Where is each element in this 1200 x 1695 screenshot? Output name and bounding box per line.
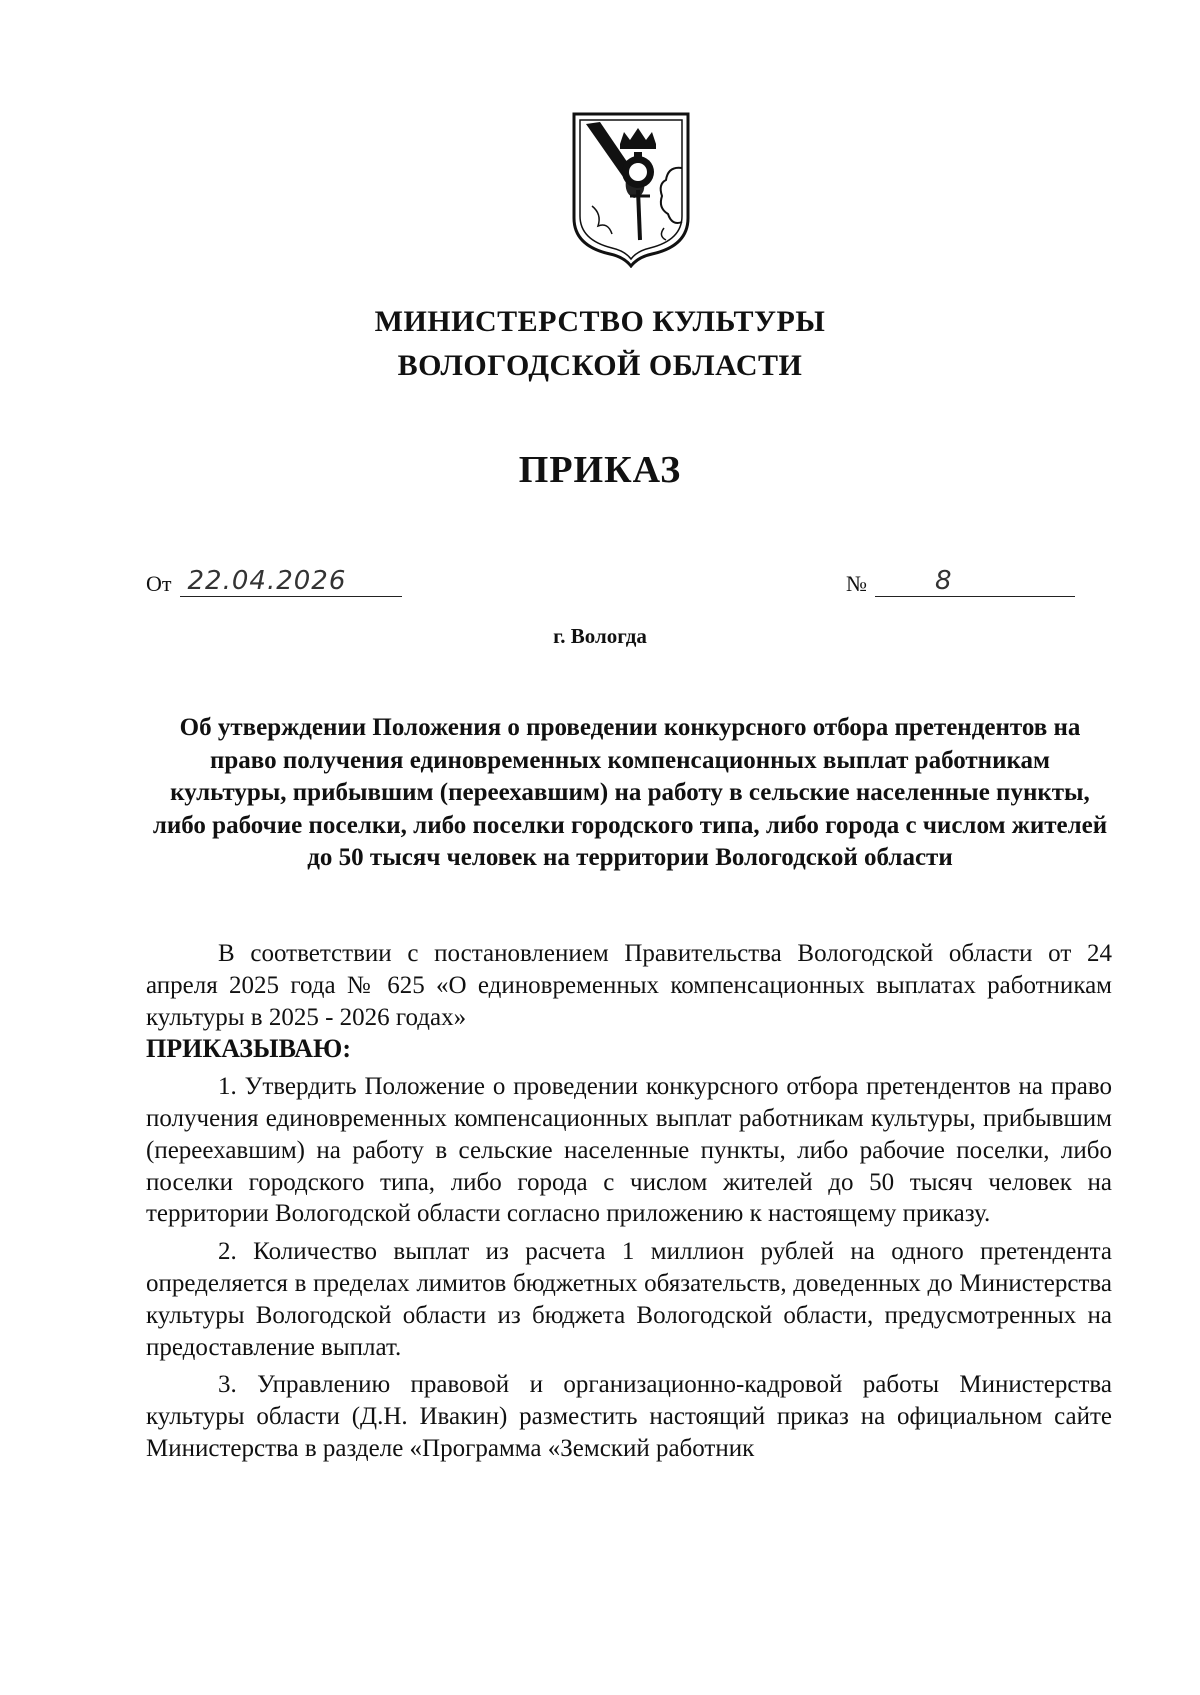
order-subject: Об утверждении Положения о проведении конкурсного отбора претендентов на право получения единовременных компенсационных выплат работникам культуры, прибывшим (переехавшим) на работу в сельские населенные пункты, либо рабочие поселки, либо поселки городского типа, либо города с числом жителей до 50 тысяч человек на территории Вологодской области xyxy=(152,714,1108,871)
order-item-1: 1. Утвердить Положение о проведении конкурсного отбора претендентов на право получения единовременных компенсационных выплат работникам культуры, прибывшим (переехавшим) на работу в сельские населенные пункты, либо рабочие поселки, либо поселки городского типа, либо города с числом жителей до 50 тысяч человек на территории Вологодской области согласно приложению к настоящему приказу. xyxy=(146,1073,1112,1228)
order-item-3: 3. Управлению правовой и организационно-кадровой работы Министерства культуры области (Д.Н. Ивакин) разместить настоящий приказ на официальном сайте Министерства в разделе «Программа «Земский работник xyxy=(146,1371,1112,1462)
order-date-line xyxy=(146,566,402,597)
date-handwritten: 22.04.2026 xyxy=(180,566,402,597)
preamble: В соответствии с постановлением Правительства Вологодской области от 24 апреля 2025 года № 625 «О единовременных компенсационных выплатах работникам культуры в 2025 - 2026 годах» xyxy=(146,940,1112,1031)
order-item-2: 2. Количество выплат из расчета 1 миллион рублей на одного претендента определяется в пределах лимитов бюджетных обязательств, доведенных до Министерства культуры Вологодской области из бюджета Вологодской области, предусмотренных на предоставление выплат. xyxy=(146,1238,1112,1361)
ministry-name xyxy=(0,300,1200,388)
order-body xyxy=(146,938,1112,1465)
order-word: ПРИКАЗЫВАЮ: xyxy=(146,1034,351,1064)
city-line: г. Вологда xyxy=(553,624,647,648)
order-title: ПРИКАЗ xyxy=(518,449,682,491)
number-handwritten: 8 xyxy=(875,566,1075,597)
ministry-line-2: ВОЛОГОДСКОЙ ОБЛАСТИ xyxy=(397,349,803,382)
number-label: № xyxy=(846,571,867,596)
vologda-coat-of-arms-icon xyxy=(568,110,694,268)
order-number-line xyxy=(846,566,1075,597)
date-label: От xyxy=(146,571,172,596)
ministry-line-1: МИНИСТЕРСТВО КУЛЬТУРЫ xyxy=(374,305,826,338)
